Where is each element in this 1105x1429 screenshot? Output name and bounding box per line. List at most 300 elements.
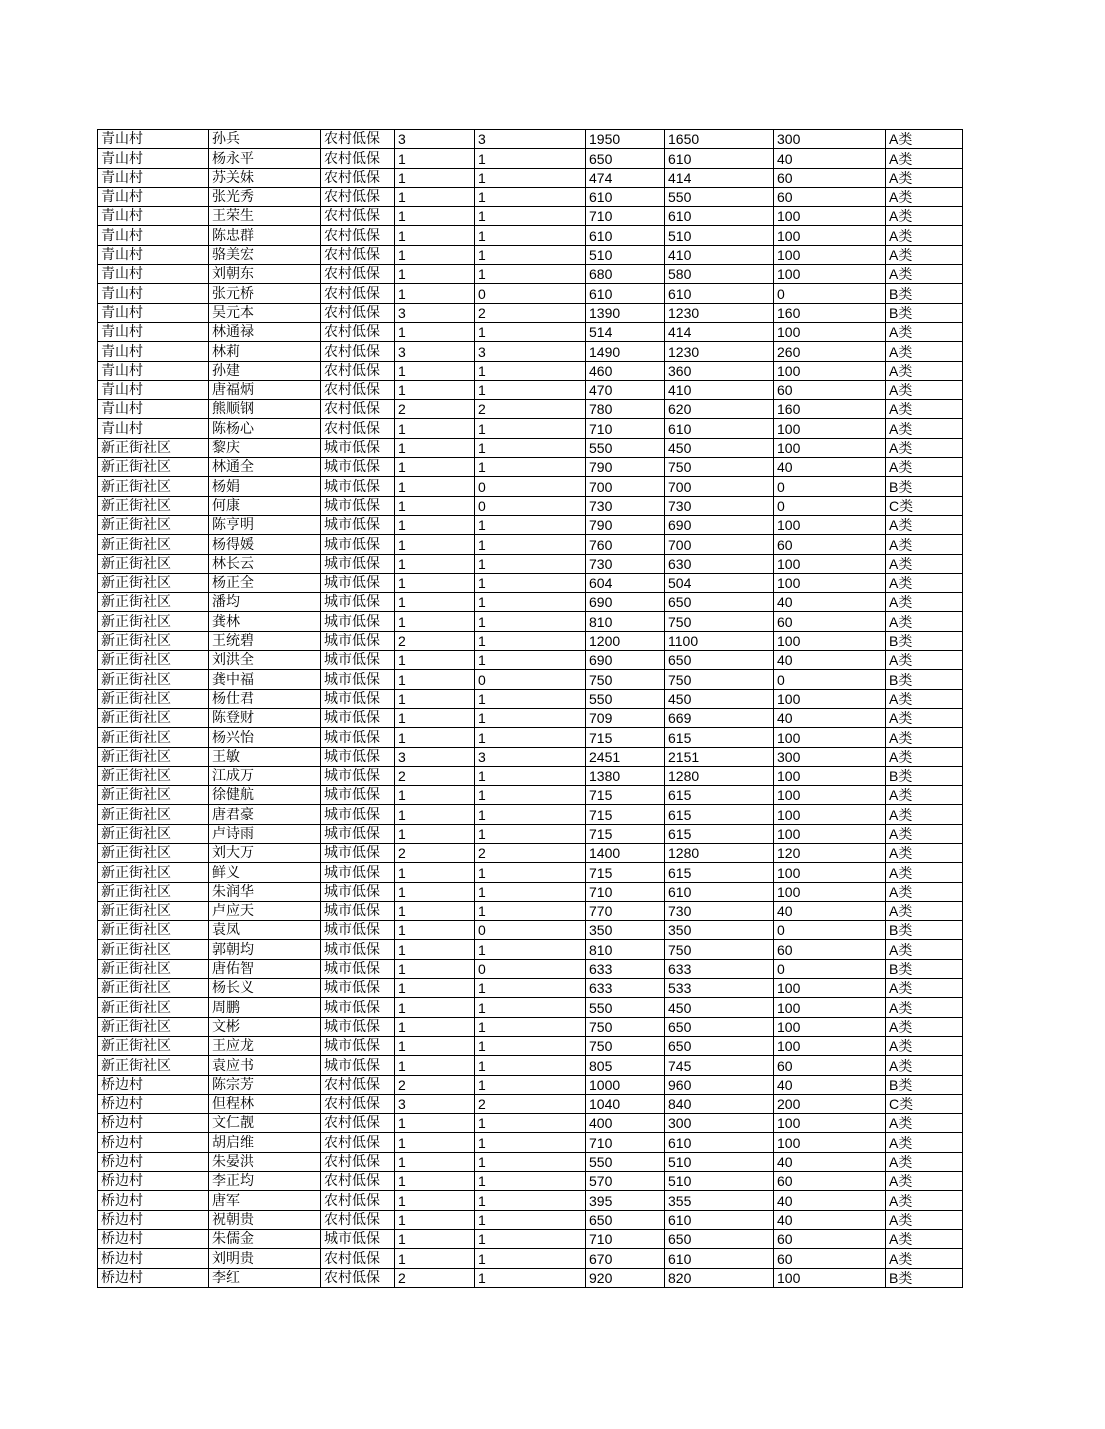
- amount-cell: 100: [774, 1036, 886, 1055]
- category-cell: A类: [886, 515, 963, 534]
- income-a-cell: 730: [586, 496, 665, 515]
- table-row: [98, 612, 963, 631]
- income-b-cell: 615: [665, 786, 774, 805]
- household-size-cell: 1: [395, 1036, 475, 1055]
- amount-cell: 100: [774, 882, 886, 901]
- covered-count-cell: 1: [475, 766, 586, 785]
- category-cell: A类: [886, 322, 963, 341]
- covered-count-cell: 3: [475, 747, 586, 766]
- village-cell: 新正街社区: [98, 747, 209, 766]
- amount-cell: 100: [774, 766, 886, 785]
- village-cell: 新正街社区: [98, 593, 209, 612]
- name-cell: 陈忠群: [209, 226, 321, 245]
- village-cell: 新正街社区: [98, 824, 209, 843]
- table-row: [98, 1036, 963, 1055]
- income-b-cell: 504: [665, 573, 774, 592]
- table-row: [98, 1094, 963, 1113]
- village-cell: 桥边村: [98, 1152, 209, 1171]
- table-row: [98, 824, 963, 843]
- name-cell: 朱儒金: [209, 1229, 321, 1248]
- income-a-cell: 550: [586, 689, 665, 708]
- table-row: [98, 284, 963, 303]
- table-row: [98, 400, 963, 419]
- name-cell: 陈登财: [209, 708, 321, 727]
- amount-cell: 60: [774, 168, 886, 187]
- village-cell: 新正街社区: [98, 1036, 209, 1055]
- table-row: [98, 515, 963, 534]
- type-cell: 农村低保: [321, 245, 395, 264]
- income-b-cell: 610: [665, 1133, 774, 1152]
- income-b-cell: 615: [665, 728, 774, 747]
- amount-cell: 60: [774, 535, 886, 554]
- household-size-cell: 1: [395, 187, 475, 206]
- name-cell: 林通禄: [209, 322, 321, 341]
- category-cell: C类: [886, 1094, 963, 1113]
- category-cell: A类: [886, 554, 963, 573]
- amount-cell: 300: [774, 130, 886, 149]
- type-cell: 城市低保: [321, 940, 395, 959]
- income-a-cell: 810: [586, 612, 665, 631]
- household-size-cell: 1: [395, 322, 475, 341]
- name-cell: 龚林: [209, 612, 321, 631]
- type-cell: 农村低保: [321, 1152, 395, 1171]
- income-a-cell: 790: [586, 458, 665, 477]
- name-cell: 祝朝贵: [209, 1210, 321, 1229]
- amount-cell: 0: [774, 284, 886, 303]
- amount-cell: 100: [774, 1114, 886, 1133]
- covered-count-cell: 1: [475, 1268, 586, 1287]
- covered-count-cell: 1: [475, 593, 586, 612]
- village-cell: 新正街社区: [98, 573, 209, 592]
- type-cell: 农村低保: [321, 380, 395, 399]
- village-cell: 青山村: [98, 226, 209, 245]
- category-cell: A类: [886, 1152, 963, 1171]
- category-cell: B类: [886, 766, 963, 785]
- covered-count-cell: 1: [475, 535, 586, 554]
- income-b-cell: 1280: [665, 766, 774, 785]
- table-row: [98, 1172, 963, 1191]
- covered-count-cell: 2: [475, 1094, 586, 1113]
- amount-cell: 40: [774, 458, 886, 477]
- amount-cell: 0: [774, 477, 886, 496]
- amount-cell: 100: [774, 438, 886, 457]
- covered-count-cell: 1: [475, 882, 586, 901]
- income-b-cell: 1650: [665, 130, 774, 149]
- table-row: [98, 882, 963, 901]
- household-size-cell: 1: [395, 863, 475, 882]
- amount-cell: 40: [774, 1075, 886, 1094]
- village-cell: 新正街社区: [98, 708, 209, 727]
- income-b-cell: 700: [665, 477, 774, 496]
- covered-count-cell: 1: [475, 573, 586, 592]
- household-size-cell: 1: [395, 882, 475, 901]
- type-cell: 农村低保: [321, 322, 395, 341]
- category-cell: A类: [886, 1133, 963, 1152]
- category-cell: A类: [886, 863, 963, 882]
- type-cell: 城市低保: [321, 593, 395, 612]
- category-cell: A类: [886, 882, 963, 901]
- type-cell: 城市低保: [321, 670, 395, 689]
- income-b-cell: 350: [665, 921, 774, 940]
- village-cell: 青山村: [98, 187, 209, 206]
- covered-count-cell: 1: [475, 728, 586, 747]
- type-cell: 城市低保: [321, 689, 395, 708]
- income-b-cell: 630: [665, 554, 774, 573]
- household-size-cell: 1: [395, 901, 475, 920]
- household-size-cell: 2: [395, 1268, 475, 1287]
- covered-count-cell: 1: [475, 1075, 586, 1094]
- name-cell: 林莉: [209, 342, 321, 361]
- income-a-cell: 610: [586, 226, 665, 245]
- category-cell: C类: [886, 496, 963, 515]
- name-cell: 但程林: [209, 1094, 321, 1113]
- household-size-cell: 1: [395, 1210, 475, 1229]
- covered-count-cell: 1: [475, 1017, 586, 1036]
- amount-cell: 60: [774, 940, 886, 959]
- income-a-cell: 810: [586, 940, 665, 959]
- category-cell: A类: [886, 843, 963, 862]
- name-cell: 卢应天: [209, 901, 321, 920]
- table-row: [98, 747, 963, 766]
- table-row: [98, 187, 963, 206]
- income-b-cell: 610: [665, 207, 774, 226]
- income-b-cell: 300: [665, 1114, 774, 1133]
- amount-cell: 60: [774, 1229, 886, 1248]
- income-a-cell: 1950: [586, 130, 665, 149]
- amount-cell: 100: [774, 805, 886, 824]
- income-b-cell: 580: [665, 265, 774, 284]
- category-cell: A类: [886, 786, 963, 805]
- village-cell: 桥边村: [98, 1133, 209, 1152]
- amount-cell: 0: [774, 496, 886, 515]
- household-size-cell: 1: [395, 824, 475, 843]
- covered-count-cell: 1: [475, 940, 586, 959]
- table-row: [98, 1075, 963, 1094]
- name-cell: 刘大万: [209, 843, 321, 862]
- amount-cell: 60: [774, 1056, 886, 1075]
- income-b-cell: 615: [665, 824, 774, 843]
- income-b-cell: 610: [665, 419, 774, 438]
- income-b-cell: 620: [665, 400, 774, 419]
- type-cell: 城市低保: [321, 708, 395, 727]
- village-cell: 桥边村: [98, 1249, 209, 1268]
- name-cell: 胡启维: [209, 1133, 321, 1152]
- household-size-cell: 2: [395, 400, 475, 419]
- type-cell: 农村低保: [321, 284, 395, 303]
- covered-count-cell: 1: [475, 1114, 586, 1133]
- income-a-cell: 750: [586, 670, 665, 689]
- household-size-cell: 3: [395, 747, 475, 766]
- income-a-cell: 550: [586, 438, 665, 457]
- amount-cell: 100: [774, 979, 886, 998]
- village-cell: 新正街社区: [98, 651, 209, 670]
- name-cell: 唐佑智: [209, 959, 321, 978]
- village-cell: 新正街社区: [98, 458, 209, 477]
- name-cell: 张元桥: [209, 284, 321, 303]
- name-cell: 熊顺钢: [209, 400, 321, 419]
- name-cell: 陈杨心: [209, 419, 321, 438]
- category-cell: A类: [886, 1056, 963, 1075]
- name-cell: 江成万: [209, 766, 321, 785]
- income-b-cell: 960: [665, 1075, 774, 1094]
- name-cell: 李红: [209, 1268, 321, 1287]
- category-cell: B类: [886, 303, 963, 322]
- covered-count-cell: 0: [475, 670, 586, 689]
- name-cell: 王统碧: [209, 631, 321, 650]
- name-cell: 刘朝东: [209, 265, 321, 284]
- table-row: [98, 1114, 963, 1133]
- type-cell: 农村低保: [321, 207, 395, 226]
- type-cell: 城市低保: [321, 1036, 395, 1055]
- covered-count-cell: 1: [475, 226, 586, 245]
- income-b-cell: 690: [665, 515, 774, 534]
- amount-cell: 100: [774, 1017, 886, 1036]
- amount-cell: 100: [774, 689, 886, 708]
- household-size-cell: 1: [395, 284, 475, 303]
- village-cell: 新正街社区: [98, 438, 209, 457]
- covered-count-cell: 1: [475, 689, 586, 708]
- type-cell: 城市低保: [321, 843, 395, 862]
- household-size-cell: 1: [395, 496, 475, 515]
- village-cell: 新正街社区: [98, 631, 209, 650]
- village-cell: 青山村: [98, 168, 209, 187]
- table-body: [98, 130, 963, 1288]
- category-cell: A类: [886, 187, 963, 206]
- type-cell: 农村低保: [321, 1172, 395, 1191]
- income-b-cell: 533: [665, 979, 774, 998]
- income-b-cell: 820: [665, 1268, 774, 1287]
- village-cell: 青山村: [98, 245, 209, 264]
- table-row: [98, 1017, 963, 1036]
- household-size-cell: 1: [395, 1056, 475, 1075]
- name-cell: 孙建: [209, 361, 321, 380]
- category-cell: A类: [886, 612, 963, 631]
- name-cell: 陈亨明: [209, 515, 321, 534]
- village-cell: 新正街社区: [98, 477, 209, 496]
- name-cell: 刘明贵: [209, 1249, 321, 1268]
- income-a-cell: 474: [586, 168, 665, 187]
- amount-cell: 0: [774, 921, 886, 940]
- covered-count-cell: 1: [475, 1036, 586, 1055]
- household-size-cell: 1: [395, 573, 475, 592]
- category-cell: B类: [886, 631, 963, 650]
- type-cell: 农村低保: [321, 400, 395, 419]
- household-size-cell: 1: [395, 651, 475, 670]
- covered-count-cell: 3: [475, 342, 586, 361]
- amount-cell: 100: [774, 245, 886, 264]
- income-a-cell: 710: [586, 1133, 665, 1152]
- amount-cell: 160: [774, 400, 886, 419]
- table-row: [98, 651, 963, 670]
- table-row: [98, 226, 963, 245]
- covered-count-cell: 1: [475, 708, 586, 727]
- table-row: [98, 1152, 963, 1171]
- category-cell: A类: [886, 361, 963, 380]
- household-size-cell: 1: [395, 265, 475, 284]
- type-cell: 城市低保: [321, 728, 395, 747]
- income-a-cell: 1400: [586, 843, 665, 862]
- covered-count-cell: 1: [475, 1249, 586, 1268]
- name-cell: 林长云: [209, 554, 321, 573]
- name-cell: 黎庆: [209, 438, 321, 457]
- table-row: [98, 554, 963, 573]
- type-cell: 城市低保: [321, 1017, 395, 1036]
- village-cell: 新正街社区: [98, 670, 209, 689]
- name-cell: 卢诗雨: [209, 824, 321, 843]
- income-b-cell: 450: [665, 689, 774, 708]
- type-cell: 农村低保: [321, 419, 395, 438]
- income-b-cell: 750: [665, 458, 774, 477]
- income-a-cell: 514: [586, 322, 665, 341]
- covered-count-cell: 0: [475, 284, 586, 303]
- name-cell: 林通全: [209, 458, 321, 477]
- income-b-cell: 669: [665, 708, 774, 727]
- type-cell: 城市低保: [321, 959, 395, 978]
- income-b-cell: 610: [665, 1210, 774, 1229]
- income-a-cell: 710: [586, 1229, 665, 1248]
- category-cell: A类: [886, 380, 963, 399]
- income-b-cell: 355: [665, 1191, 774, 1210]
- type-cell: 农村低保: [321, 1094, 395, 1113]
- type-cell: 城市低保: [321, 631, 395, 650]
- category-cell: A类: [886, 207, 963, 226]
- name-cell: 吴元本: [209, 303, 321, 322]
- data-table: [97, 129, 963, 1288]
- covered-count-cell: 0: [475, 496, 586, 515]
- covered-count-cell: 2: [475, 400, 586, 419]
- table-row: [98, 130, 963, 149]
- name-cell: 文彬: [209, 1017, 321, 1036]
- covered-count-cell: 1: [475, 554, 586, 573]
- amount-cell: 100: [774, 824, 886, 843]
- village-cell: 青山村: [98, 342, 209, 361]
- income-a-cell: 780: [586, 400, 665, 419]
- income-a-cell: 510: [586, 245, 665, 264]
- village-cell: 新正街社区: [98, 689, 209, 708]
- village-cell: 青山村: [98, 322, 209, 341]
- category-cell: A类: [886, 1017, 963, 1036]
- name-cell: 潘均: [209, 593, 321, 612]
- table-row: [98, 998, 963, 1017]
- village-cell: 新正街社区: [98, 901, 209, 920]
- category-cell: A类: [886, 130, 963, 149]
- income-a-cell: 715: [586, 863, 665, 882]
- village-cell: 青山村: [98, 380, 209, 399]
- income-a-cell: 604: [586, 573, 665, 592]
- type-cell: 城市低保: [321, 901, 395, 920]
- covered-count-cell: 1: [475, 998, 586, 1017]
- income-a-cell: 920: [586, 1268, 665, 1287]
- household-size-cell: 1: [395, 380, 475, 399]
- village-cell: 新正街社区: [98, 843, 209, 862]
- income-a-cell: 770: [586, 901, 665, 920]
- amount-cell: 120: [774, 843, 886, 862]
- income-a-cell: 395: [586, 1191, 665, 1210]
- category-cell: A类: [886, 1229, 963, 1248]
- name-cell: 王敏: [209, 747, 321, 766]
- type-cell: 农村低保: [321, 361, 395, 380]
- table-row: [98, 1133, 963, 1152]
- category-cell: A类: [886, 400, 963, 419]
- amount-cell: 100: [774, 1268, 886, 1287]
- name-cell: 杨兴怡: [209, 728, 321, 747]
- amount-cell: 40: [774, 1191, 886, 1210]
- household-size-cell: 1: [395, 1114, 475, 1133]
- income-a-cell: 610: [586, 284, 665, 303]
- amount-cell: 100: [774, 631, 886, 650]
- category-cell: A类: [886, 593, 963, 612]
- income-a-cell: 805: [586, 1056, 665, 1075]
- income-a-cell: 1200: [586, 631, 665, 650]
- name-cell: 杨仕君: [209, 689, 321, 708]
- household-size-cell: 1: [395, 708, 475, 727]
- table-row: [98, 303, 963, 322]
- table-row: [98, 245, 963, 264]
- name-cell: 朱晏洪: [209, 1152, 321, 1171]
- covered-count-cell: 2: [475, 843, 586, 862]
- income-a-cell: 650: [586, 1210, 665, 1229]
- household-size-cell: 1: [395, 361, 475, 380]
- covered-count-cell: 1: [475, 1210, 586, 1229]
- income-b-cell: 1280: [665, 843, 774, 862]
- table-row: [98, 496, 963, 515]
- name-cell: 龚中福: [209, 670, 321, 689]
- type-cell: 城市低保: [321, 515, 395, 534]
- income-b-cell: 650: [665, 651, 774, 670]
- covered-count-cell: 3: [475, 130, 586, 149]
- household-size-cell: 1: [395, 554, 475, 573]
- type-cell: 城市低保: [321, 882, 395, 901]
- type-cell: 农村低保: [321, 168, 395, 187]
- household-size-cell: 2: [395, 1075, 475, 1094]
- income-b-cell: 1230: [665, 342, 774, 361]
- name-cell: 刘洪全: [209, 651, 321, 670]
- income-b-cell: 610: [665, 882, 774, 901]
- type-cell: 城市低保: [321, 863, 395, 882]
- table-row: [98, 670, 963, 689]
- village-cell: 新正街社区: [98, 979, 209, 998]
- income-b-cell: 730: [665, 901, 774, 920]
- name-cell: 唐军: [209, 1191, 321, 1210]
- covered-count-cell: 1: [475, 419, 586, 438]
- income-a-cell: 633: [586, 959, 665, 978]
- village-cell: 桥边村: [98, 1094, 209, 1113]
- household-size-cell: 1: [395, 149, 475, 168]
- category-cell: B类: [886, 670, 963, 689]
- table-row: [98, 265, 963, 284]
- name-cell: 文仁靓: [209, 1114, 321, 1133]
- village-cell: 新正街社区: [98, 882, 209, 901]
- name-cell: 唐君豪: [209, 805, 321, 824]
- income-a-cell: 750: [586, 1036, 665, 1055]
- amount-cell: 260: [774, 342, 886, 361]
- type-cell: 城市低保: [321, 824, 395, 843]
- name-cell: 孙兵: [209, 130, 321, 149]
- amount-cell: 100: [774, 786, 886, 805]
- amount-cell: 160: [774, 303, 886, 322]
- type-cell: 农村低保: [321, 1249, 395, 1268]
- covered-count-cell: 0: [475, 959, 586, 978]
- category-cell: A类: [886, 168, 963, 187]
- name-cell: 袁应书: [209, 1056, 321, 1075]
- table-row: [98, 361, 963, 380]
- income-a-cell: 610: [586, 187, 665, 206]
- income-a-cell: 1490: [586, 342, 665, 361]
- village-cell: 新正街社区: [98, 959, 209, 978]
- category-cell: A类: [886, 979, 963, 998]
- household-size-cell: 1: [395, 670, 475, 689]
- village-cell: 青山村: [98, 207, 209, 226]
